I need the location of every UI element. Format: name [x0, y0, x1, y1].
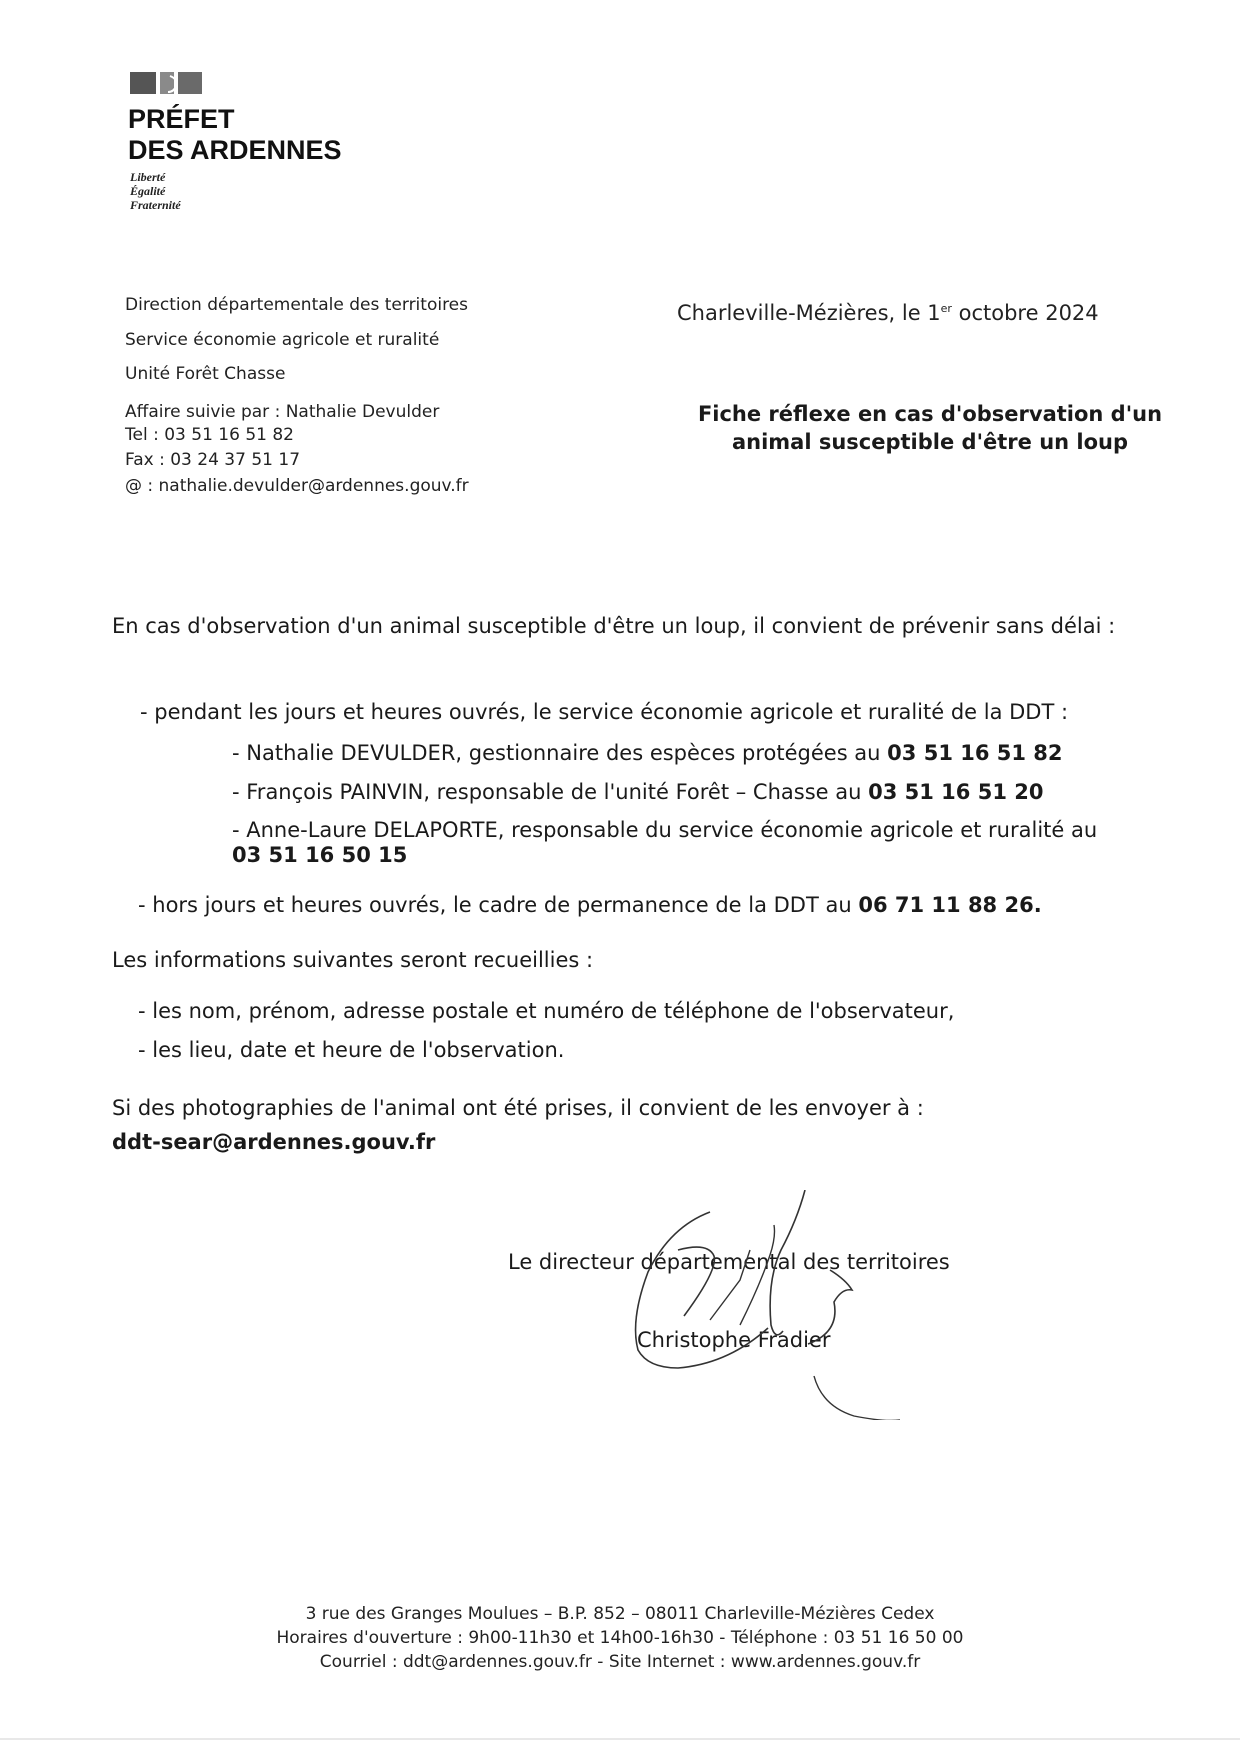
- date-sup: er: [940, 302, 952, 315]
- contact-delaporte-phone-number: 03 51 16 50 15: [232, 843, 408, 867]
- contact-delaporte-text: - Anne-Laure DELAPORTE, responsable du service économie agricole et ruralité au: [232, 818, 1098, 842]
- signatory-name: Christophe Fradier: [637, 1328, 831, 1352]
- info-item-observer: - les nom, prénom, adresse postale et numéro de téléphone de l'observateur,: [138, 999, 955, 1023]
- footer-address: 3 rue des Granges Moulues – B.P. 852 – 08011 Charleville-Mézières Cedex: [305, 1604, 935, 1624]
- contact-painvin-text: - François PAINVIN, responsable de l'unité Forêt – Chasse au: [232, 780, 869, 804]
- motto-egalite: Égalité: [130, 184, 166, 198]
- sender-direction: Direction départementale des territoires: [125, 295, 468, 315]
- sender-email: @ : nathalie.devulder@ardennes.gouv.fr: [125, 476, 469, 496]
- sender-unit: Unité Forêt Chasse: [125, 364, 286, 384]
- info-item-observation: - les lieu, date et heure de l'observation.: [138, 1038, 565, 1062]
- org-name: [128, 104, 342, 166]
- date-prefix: Charleville-Mézières, le 1: [677, 301, 941, 325]
- contact-delaporte-phone: [232, 843, 407, 867]
- sender-service: Service économie agricole et ruralité: [125, 330, 440, 350]
- photos-email: ddt-sear@ardennes.gouv.fr: [112, 1130, 436, 1154]
- contact-devulder: [232, 741, 1063, 765]
- date-suffix: octobre 2024: [951, 301, 1099, 325]
- sender-contact-person: Affaire suivie par : Nathalie Devulder: [125, 402, 440, 422]
- contact-painvin-phone: 03 51 16 51 20: [868, 780, 1044, 804]
- info-intro: Les informations suivantes seront recueillies :: [112, 948, 594, 972]
- motto-liberte: Liberté: [130, 170, 166, 184]
- sender-fax: Fax : 03 24 37 51 17: [125, 450, 301, 470]
- off-hours-phone: 06 71 11 88 26.: [858, 893, 1042, 917]
- contact-painvin: [232, 780, 1043, 804]
- signature-title: Le directeur départemental des territoires: [508, 1250, 950, 1274]
- letter-date: [677, 301, 1099, 325]
- intro-paragraph: En cas d'observation d'un animal susceptible d'être un loup, il convient de prévenir sans délai :: [112, 614, 1116, 638]
- org-name-line2: DES ARDENNES: [128, 135, 342, 165]
- sender-tel: Tel : 03 51 16 51 82: [125, 425, 294, 445]
- scan-edge-line: [0, 1738, 1240, 1740]
- contact-devulder-text: - Nathalie DEVULDER, gestionnaire des espèces protégées au: [232, 741, 888, 765]
- handwritten-signature: [590, 1190, 920, 1420]
- footer-contact: Courriel : ddt@ardennes.gouv.fr - Site Internet : www.ardennes.gouv.fr: [319, 1652, 921, 1672]
- letter-subject: [690, 400, 1170, 456]
- motto-fraternite: Fraternité: [130, 198, 181, 212]
- contact-devulder-phone: 03 51 16 51 82: [887, 741, 1063, 765]
- marianne-logo-icon: [130, 72, 202, 94]
- off-hours-line: [138, 893, 1042, 917]
- org-name-line1: PRÉFET: [128, 104, 235, 134]
- subject-line1: Fiche réflexe en cas d'observation d'un: [697, 402, 1163, 426]
- photos-line: Si des photographies de l'animal ont été prises, il convient de les envoyer à :: [112, 1096, 924, 1120]
- subject-line2: animal susceptible d'être un loup: [731, 430, 1129, 454]
- working-hours-line: - pendant les jours et heures ouvrés, le service économie agricole et ruralité de la DDT :: [140, 700, 1069, 724]
- footer-hours: Horaires d'ouverture : 9h00-11h30 et 14h00-16h30 - Téléphone : 03 51 16 50 00: [276, 1628, 964, 1648]
- republic-motto: [130, 170, 181, 212]
- off-hours-text: - hors jours et heures ouvrés, le cadre de permanence de la DDT au: [138, 893, 859, 917]
